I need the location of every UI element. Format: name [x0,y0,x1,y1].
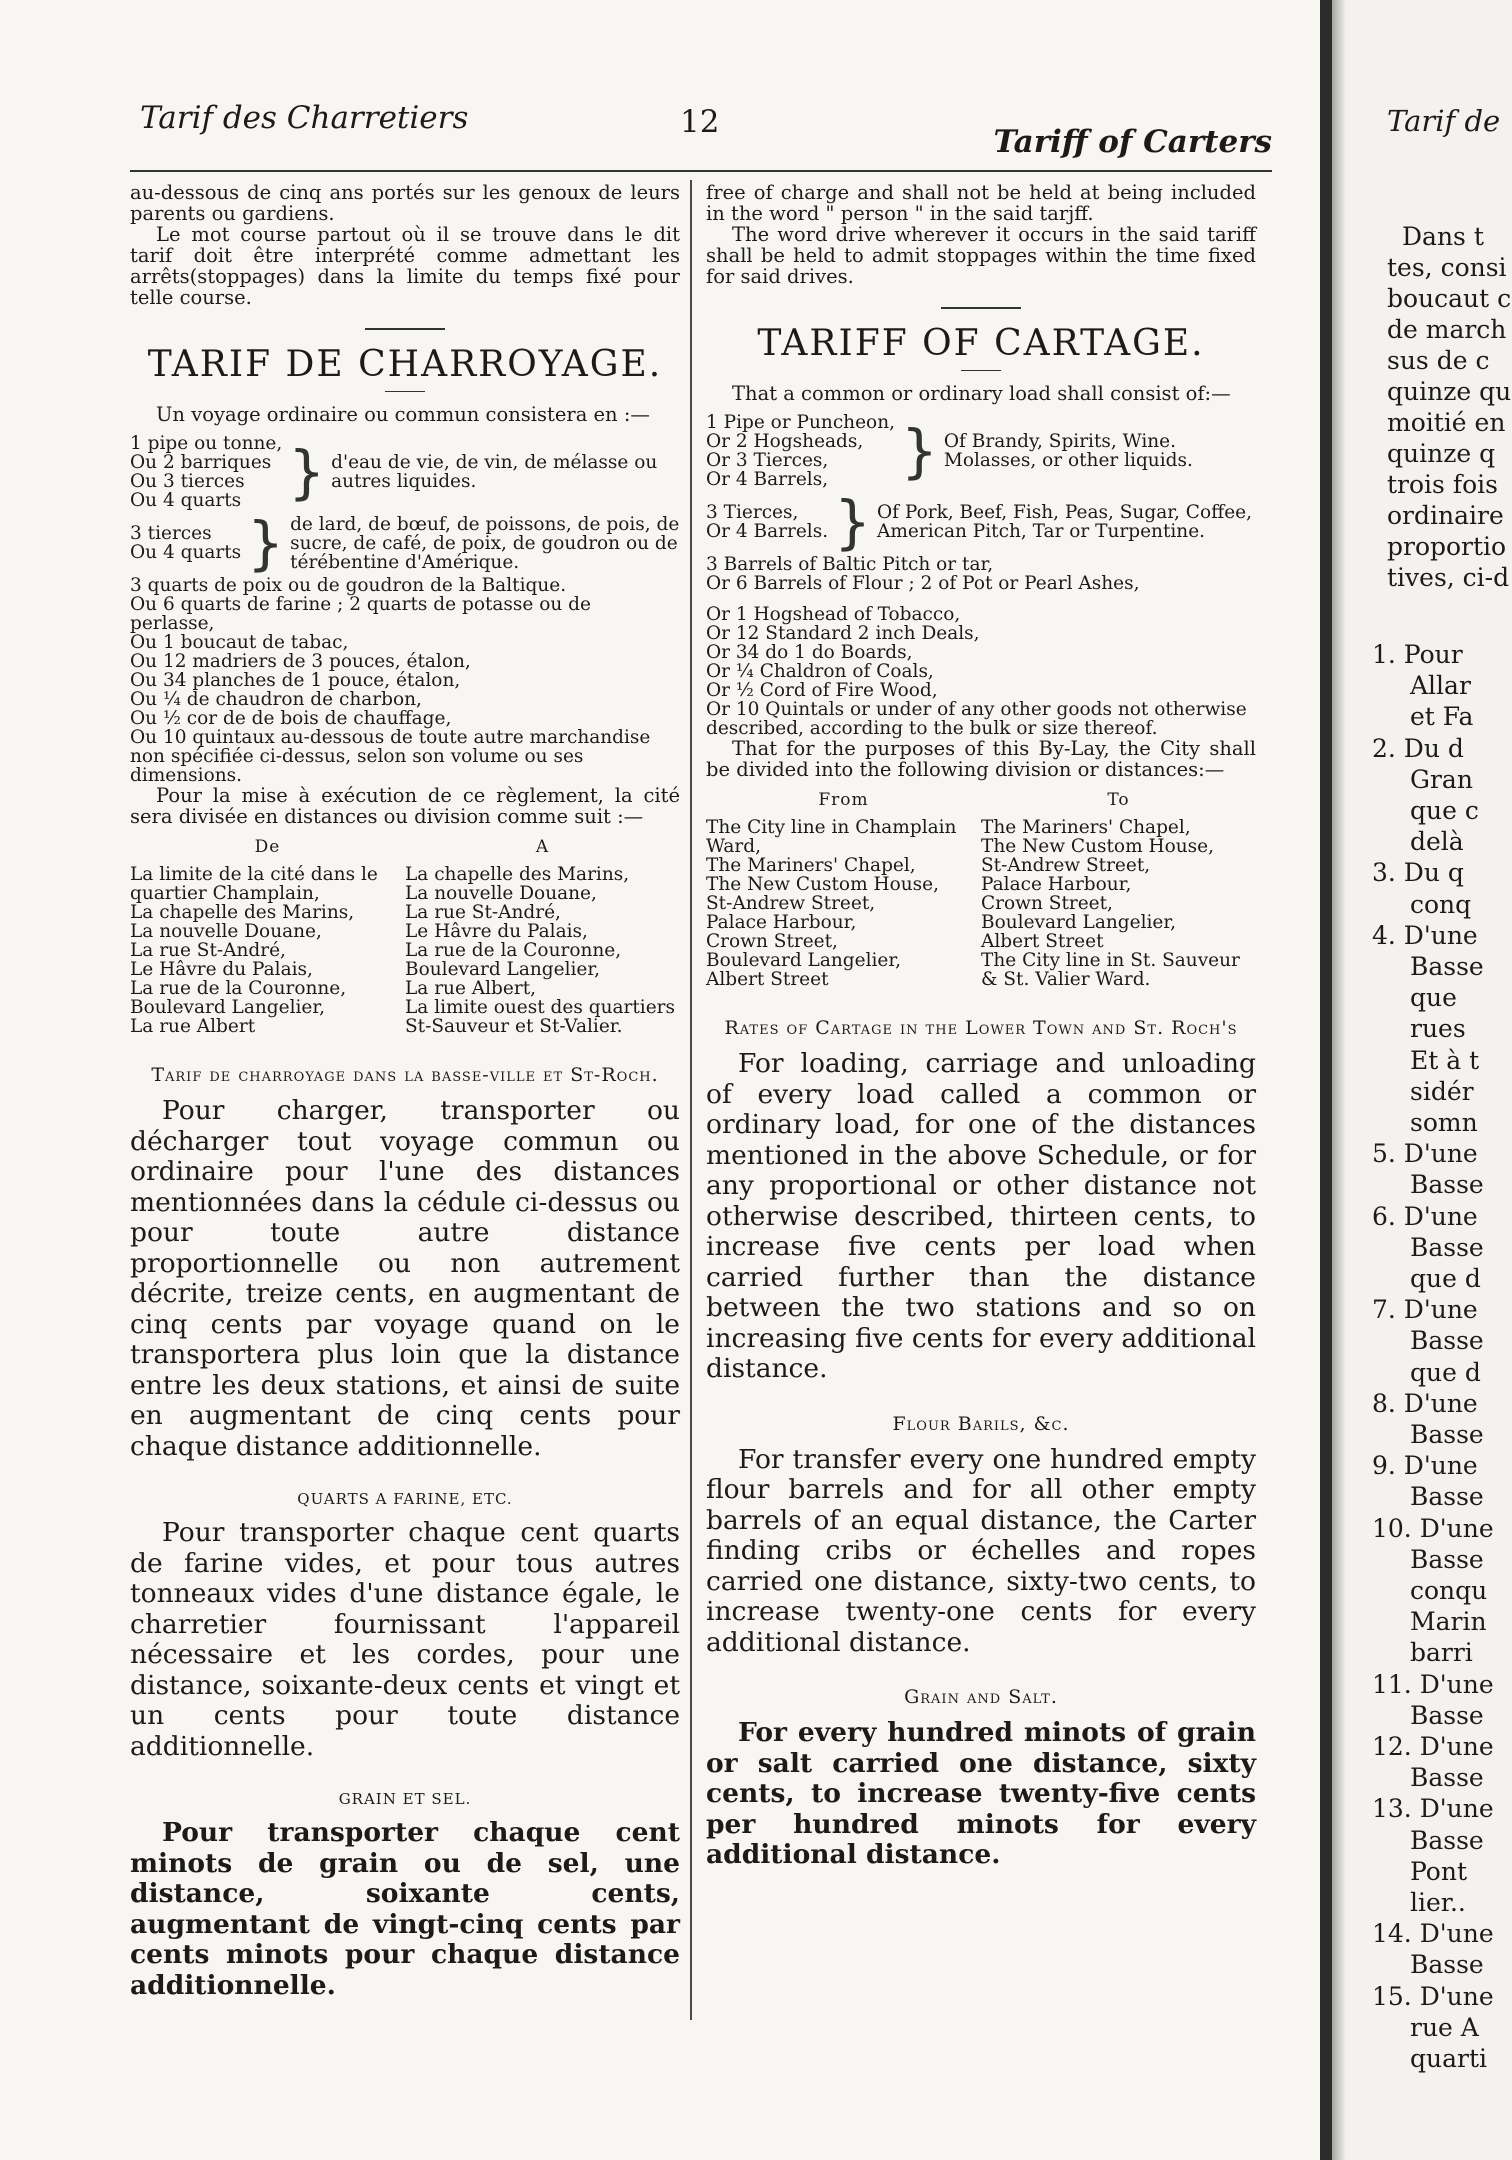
next-page-item: Basse [1410,1232,1484,1262]
left-section3-title: GRAIN ET SEL. [338,1790,472,1808]
right-to-list: The Mariners' Chapel, The New Custom House, St-Andrew Street, Palace Harbour, Crown Street, Boulevard Langelier, Albert Street The City line in St. Sauveur & St. Valier Ward. [981,817,1240,990]
next-page-item: lier.. [1410,1888,1466,1917]
brace-icon: } [247,509,285,577]
right-section2-title: Flour Barils, &c. [892,1412,1070,1435]
next-page-item: 8. D'une [1372,1388,1478,1418]
next-page-line: Dans t [1402,222,1484,251]
next-page-item: quarti [1410,2044,1488,2073]
next-page-item: rues [1410,1014,1466,1044]
page-number: 12 [680,104,720,140]
next-page-line: sus de c [1387,346,1490,375]
right-more-lines-b: Or 1 Hogshead of Tobacco, Or 12 Standard 2 inch Deals, Or 34 do 1 do Boards, Or ¼ Chaldron of Coals, Or ½ Cord of Fire Wood, Or 10 Quintals or under of any other goods not otherwise described, according to the bulk or size thereof. [706,604,1247,739]
left-from-label: De [254,837,281,857]
right-provisions-group [706,488,1256,556]
next-page-item: Basse [1410,952,1484,981]
next-page-line: moitié en [1387,408,1506,437]
next-page-item: rue A [1410,2012,1479,2042]
next-page-item: Basse [1410,1326,1484,1356]
left-group2-desc: de lard, de bœuf, de poissons, de pois, de sucre, de café, de poix, de goudron ou de térébentine d'Amérique. [290,513,680,573]
left-from-list: La limite de la cité dans le quartier Champlain, La chapelle des Marins, La nouvelle Douane, La rue St-André, Le Hâvre du Palais, La rue de la Couronne, Boulevard Langelier, La rue Albert [130,864,378,1037]
next-page-item: 1. Pour [1372,640,1463,669]
english-column [706,182,1256,1871]
left-group2-items: 3 tierces Ou 4 quarts [130,523,242,563]
next-page-item: que c [1410,796,1479,825]
next-page-item: Basse [1410,1482,1484,1512]
column-divider [690,180,692,2020]
left-intro-1: au-dessous de cinq ans portés sur les genoux de leurs parents ou gardiens. [130,181,680,225]
left-separator [365,328,445,330]
next-page-item: Marin [1410,1607,1487,1637]
next-page-item: 11. D'une [1372,1669,1494,1699]
next-page-item: que [1410,983,1457,1013]
left-liquids-group [130,434,680,510]
right-title-rule [961,370,1001,371]
next-page-line: ordinaire [1387,501,1504,530]
left-more-lines: 3 quarts de poix ou de goudron de la Baltique. Ou 6 quarts de farine ; 2 quarts de potasse ou de perlasse, Ou 1 boucaut de tabac, Ou 12 madriers de 3 pouces, étalon, Ou 34 planches de 1 pouce, étalon, Ou ¼ de chaudron de charbon, Ou ½ cor de de bois de chauffage, Ou 10 quintaux au-dessous de toute autre marchandise non spécifiée ci-dessus, selon son volume ou ses dimensions. [130,575,651,786]
next-page-fragment [1332,0,1512,2160]
left-group1-items: 1 pipe ou tonne, Ou 2 barriques Ou 3 tierces Ou 4 quarts [130,433,283,511]
left-distance-table [130,837,680,1036]
left-section1-title: Tarif de charroyage dans la basse-ville et St-Roch. [151,1064,659,1086]
next-page-item: sidér [1410,1076,1474,1106]
right-to-label: To [1107,790,1130,810]
right-load-intro: That a common or ordinary load shall consist of:— [732,382,1231,405]
next-page-item: 4. D'une [1372,920,1478,950]
next-page-item: Basse [1410,1700,1484,1730]
left-to-list: La chapelle des Marins, La nouvelle Douane, La rue St-André, Le Hâvre du Palais, La rue de la Couronne, Boulevard Langelier, La rue Albert, La limite ouest des quartiers St-Sauveur et St-Valier. [405,864,675,1037]
left-intro-2: Le mot course partout où il se trouve dans le dit tarif doit être interprété comme admettant les arrêts(stoppages) dans la limite du temps fixé pour telle course. [130,223,680,309]
next-page-item: 15. D'une [1372,1981,1494,2011]
header-right-title: Tariff of Carters [993,124,1272,160]
next-page-item: 5. D'une [1372,1139,1478,1169]
right-separator [941,307,1021,309]
next-page-item: Et à t [1410,1045,1480,1075]
next-page-item: 12. D'une [1372,1732,1494,1761]
next-page-item: Basse [1410,1170,1484,1200]
brace-icon: } [834,488,871,556]
next-page-line: trois fois [1387,470,1498,499]
next-page-item: Basse [1410,1763,1484,1793]
next-page-line: de march [1387,315,1507,344]
next-page-item: delà [1410,827,1464,857]
right-division-text: That for the purposes of this By-Lay, the City shall be divided into the following division or distances:— [706,737,1256,781]
right-title: TARIFF OF CARTAGE. [757,323,1205,364]
french-column [130,182,680,2001]
next-page-line: boucaut c [1387,284,1512,313]
right-group1-desc: Of Brandy, Spirits, Wine. Molasses, or other liquids. [943,431,1193,471]
brace-icon: } [900,417,938,485]
next-page-item: que d [1410,1264,1481,1293]
left-provisions-group [130,509,680,577]
next-page-header: Tarif de [1387,104,1501,138]
next-page-line: quinze q [1387,439,1496,468]
next-page-item: Allar [1410,671,1471,701]
left-division-text: Pour la mise à exécution de ce règlement, la cité sera divisée en distances ou division comme suit :— [130,784,680,828]
next-page-item: 6. D'une [1372,1201,1478,1231]
right-section1-text: For loading, carriage and unloading of every load called a common or ordinary load, for one of the distances mentioned in the above Schedule, or for any proportional or other distance not otherwise described, thirteen cents, to increase five cents per load when carried further than the distance between the two stations and so on increasing five cents for every additional distance. [706,1048,1256,1384]
left-section3-text: Pour transporter chaque cent minots de grain ou de sel, une distance, soixante cents, augmentant de vingt-cinq cents par cents minots pour chaque distance additionnelle. [130,1817,680,2001]
next-page-item: 3. Du q [1372,858,1464,888]
left-load-intro: Un voyage ordinaire ou commun consistera en :— [156,403,650,426]
next-page-item: Basse [1410,1544,1484,1574]
next-page-item: conqu [1410,1576,1488,1605]
right-intro-2: The word drive wherever it occurs in the said tariff shall be held to admit stoppages within the time fixed for said drives. [706,223,1256,288]
brace-icon: } [288,438,326,506]
left-title: TARIF DE CHARROYAGE. [147,344,663,385]
right-from-label: From [818,790,869,810]
next-page-item: somn [1410,1108,1478,1137]
right-intro-1: free of charge and shall not be held at being included in the word " person " in the said tarjff. [706,181,1256,225]
left-group1-desc: d'eau de vie, de vin, de mélasse ou autres liquides. [331,452,658,492]
left-section2-title: QUARTS A FARINE, ETC. [297,1490,513,1508]
right-section3-text: For every hundred minots of grain or salt carried one distance, sixty cents, to increase twenty-five cents per hundred minots for every additional distance. [706,1717,1256,1870]
next-page-item: Basse [1410,1825,1484,1855]
right-group1-items: 1 Pipe or Puncheon, Or 2 Hogsheads, Or 3 Tierces, Or 4 Barrels, [706,412,895,490]
next-page-item: que d [1410,1357,1481,1387]
right-group2-items: 3 Tierces, Or 4 Barrels. [706,502,829,542]
right-liquids-group [706,413,1256,489]
next-page-item: barri [1410,1638,1473,1668]
next-page-item: 2. Du d [1372,733,1464,763]
next-page-item: 9. D'une [1372,1451,1478,1481]
next-page-line: quinze qu [1387,377,1512,406]
right-more-lines-a: 3 Barrels of Baltic Pitch or tar, Or 6 Barrels of Flour ; 2 of Pot or Pearl Ashes, [706,554,1140,594]
header-left-title: Tarif des Charretiers [140,100,469,136]
next-page-item: Basse [1410,1420,1484,1449]
left-section2-text: Pour transporter chaque cent quarts de farine vides, et pour tous autres tonneaux vides d'une distance égale, le charretier fournissant l'appareil nécessaire et les cordes, pour une distance, soixante-deux cents et vingt et un cents pour toute distance additionnelle. [130,1517,680,1762]
right-section2-text: For transfer every one hundred empty flour barrels and for all other empty barrels of an equal distance, the Carter finding cribs or échelles and ropes carried one distance, sixty-two cents, to increase twenty-one cents for every additional distance. [706,1443,1256,1658]
next-page-item: conq [1410,889,1472,919]
left-to-label: A [535,837,550,857]
left-section1-text: Pour charger, transporter ou décharger tout voyage commun ou ordinaire pour l'une des distances mentionnées dans la cédule ci-dessus ou pour toute autre distance proportionnelle ou non autrement décrite, treize cents, en augmentant de cinq cents par voyage quand on le transportera plus loin que la distance entre les deux stations, et ainsi de suite en augmentant de cinq cents pour chaque distance additionnelle. [130,1095,680,1462]
next-page-item: 14. D'une [1372,1919,1494,1949]
next-page-item: et Fa [1410,702,1474,732]
next-page-item: Pont [1410,1856,1468,1886]
gutter-shadow [1332,0,1346,2160]
right-from-list: The City line in Champlain Ward, The Mariners' Chapel, The New Custom House, St-Andrew Street, Palace Harbour, Crown Street, Boulevard Langelier, Albert Street [706,817,957,990]
next-page-line: tes, consi [1387,253,1507,282]
right-section3-title: Grain and Salt. [904,1686,1058,1708]
next-page-item: Gran [1410,764,1473,794]
left-title-rule [385,391,425,392]
header-rule [130,170,1272,172]
next-page-line: proportio [1387,532,1507,561]
next-page-item: 13. D'une [1372,1794,1494,1824]
next-page-item: 10. D'une [1372,1513,1494,1543]
next-page-line: tives, ci-d [1387,563,1510,592]
book-gutter [1320,0,1332,2160]
next-page-item: Basse [1410,1950,1484,1980]
right-section1-title: Rates of Cartage in the Lower Town and St. Roch's [724,1017,1238,1039]
right-group2-desc: Of Pork, Beef, Fish, Peas, Sugar, Coffee, American Pitch, Tar or Turpentine. [877,502,1253,542]
next-page-item: 7. D'une [1372,1295,1478,1325]
right-distance-table [706,790,1256,989]
